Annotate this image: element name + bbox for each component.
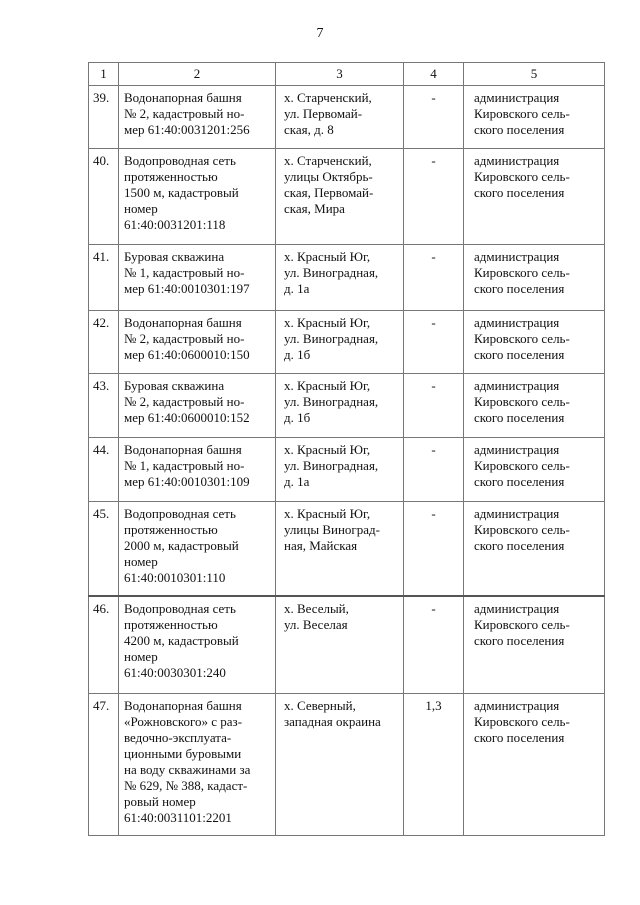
owner-cell: администрация Кировского сель- ского поселения [464,502,605,596]
table-row [89,311,605,374]
address-cell: х. Красный Юг, ул. Виноградная, д. 1а [276,438,404,502]
row-number-cell: 39. [89,86,119,149]
row-number-cell: 40. [89,149,119,245]
object-name-cell: Водопроводная сеть протяженностью 2000 м, кадастровый номер 61:40:0010301:110 [119,502,276,596]
row-number-cell: 43. [89,374,119,438]
page-number: 7 [316,26,324,41]
owner-cell: администрация Кировского сель- ского поселения [464,86,605,149]
address-cell: х. Красный Юг, улицы Виноград- ная, Майская [276,502,404,596]
owner-cell: администрация Кировского сель- ского поселения [464,694,605,836]
address-cell: х. Старченский, ул. Первомай- ская, д. 8 [276,86,404,149]
table-row [89,438,605,502]
column-4-cell: - [404,245,464,311]
address-cell: х. Красный Юг, ул. Виноградная, д. 1б [276,311,404,374]
table-row [89,694,605,836]
object-name-cell: Водонапорная башня «Рожновского» с раз- ведочно-эксплуата- ционными буровыми на воду скважинами за № 629, № 388, кадаст- ровый номер 61:40:0031101:2201 [119,694,276,836]
row-number-cell: 42. [89,311,119,374]
property-registry-table [88,62,605,836]
table-row [89,149,605,245]
object-name-cell: Водонапорная башня № 2, кадастровый но- мер 61:40:0031201:256 [119,86,276,149]
owner-cell: администрация Кировского сель- ского поселения [464,311,605,374]
object-name-cell: Водонапорная башня № 1, кадастровый но- мер 61:40:0010301:109 [119,438,276,502]
object-name-cell: Буровая скважина № 2, кадастровый но- мер 61:40:0600010:152 [119,374,276,438]
object-name-cell: Водонапорная башня № 2, кадастровый но- мер 61:40:0600010:150 [119,311,276,374]
column-4-cell: - [404,86,464,149]
address-cell: х. Веселый, ул. Веселая [276,596,404,694]
column-4-cell: - [404,149,464,245]
row-number-cell: 46. [89,596,119,694]
owner-cell: администрация Кировского сель- ского поселения [464,596,605,694]
table-row [89,245,605,311]
row-number-cell: 41. [89,245,119,311]
object-name-cell: Буровая скважина № 1, кадастровый но- мер 61:40:0010301:197 [119,245,276,311]
row-number-cell: 44. [89,438,119,502]
table-header-row [89,63,605,86]
column-4-cell: - [404,502,464,596]
row-number-cell: 45. [89,502,119,596]
table-row [89,86,605,149]
row-number-cell: 47. [89,694,119,836]
table-row [89,596,605,694]
column-4-cell: 1,3 [404,694,464,836]
column-4-cell: - [404,374,464,438]
address-cell: х. Красный Юг, ул. Виноградная, д. 1б [276,374,404,438]
column-header-3: 3 [276,63,404,86]
owner-cell: администрация Кировского сель- ского поселения [464,374,605,438]
owner-cell: администрация Кировского сель- ского поселения [464,245,605,311]
table-row [89,374,605,438]
address-cell: х. Северный, западная окраина [276,694,404,836]
column-4-cell: - [404,596,464,694]
column-header-4: 4 [404,63,464,86]
address-cell: х. Старченский, улицы Октябрь- ская, Первомай- ская, Мира [276,149,404,245]
table-row [89,502,605,596]
column-header-1: 1 [89,63,119,86]
column-header-5: 5 [464,63,605,86]
address-cell: х. Красный Юг, ул. Виноградная, д. 1а [276,245,404,311]
owner-cell: администрация Кировского сель- ского поселения [464,149,605,245]
column-header-2: 2 [119,63,276,86]
column-4-cell: - [404,438,464,502]
column-4-cell: - [404,311,464,374]
object-name-cell: Водопроводная сеть протяженностью 1500 м, кадастровый номер 61:40:0031201:118 [119,149,276,245]
owner-cell: администрация Кировского сель- ского поселения [464,438,605,502]
object-name-cell: Водопроводная сеть протяженностью 4200 м, кадастровый номер 61:40:0030301:240 [119,596,276,694]
